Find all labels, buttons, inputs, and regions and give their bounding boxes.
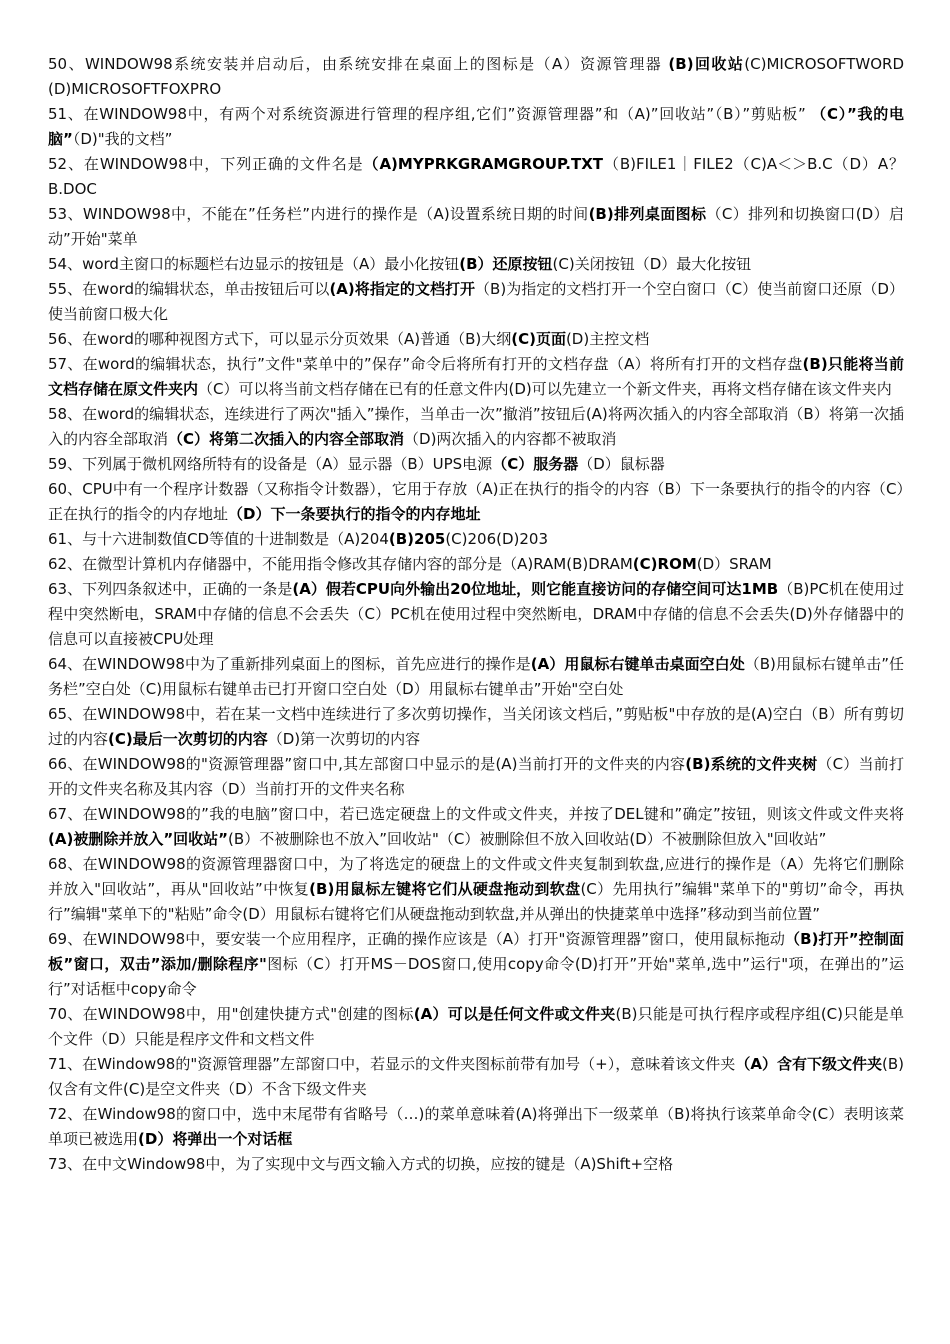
answer-text: （D）下一条要执行的指令的内存地址 — [228, 505, 481, 523]
question-text: 50、WINDOW98系统安装并启动后，由系统安排在桌面上的图标是（A）资源管理器 — [48, 55, 669, 73]
question-text: （B)FILE1｜FILE2（C)A＜＞B.C（D）A？B.DOC — [48, 155, 904, 198]
question-q51 — [48, 102, 904, 152]
question-text: （D）鼠标器 — [578, 455, 665, 473]
answer-text: (A)将指定的文档打开 — [329, 280, 476, 298]
question-q53 — [48, 202, 904, 252]
question-text: （D)"我的文档” — [72, 130, 173, 148]
answer-text: （A）含有下级文件夹 — [735, 1055, 882, 1073]
question-q56 — [48, 327, 904, 352]
question-text: 55、在word的编辑状态，单击按钮后可以 — [48, 280, 330, 298]
question-q52 — [48, 152, 904, 202]
question-text: （C）排列和切换窗口(D）启动”开始"菜单 — [48, 205, 904, 248]
answer-text: (B)205 — [388, 530, 446, 548]
question-text: 52、在WINDOW98中，下列正确的文件名是 — [48, 155, 364, 173]
question-q71 — [48, 1052, 904, 1102]
question-text: （D)第一次剪切的内容 — [267, 730, 421, 748]
question-text: 图标（C）打开MS－DOS窗口,使用copy命令(D)打开”开始"菜单,选中”运行"项，在弹出的”运行”对话框中copy命令 — [48, 955, 904, 998]
answer-text: (C)ROM — [632, 555, 697, 573]
question-text: (B）不被删除也不放入”回收站"（C）被删除但不放入回收站(D）不被删除但放入"回收站” — [228, 830, 827, 848]
question-q69 — [48, 927, 904, 1002]
answer-text: (B)只能将当前文档存储在原文件夹内 — [48, 355, 904, 398]
question-text: 62、在微型计算机内存储器中，不能用指令修改其存储内容的部分是（A)RAM(B)DRAM — [48, 555, 633, 573]
question-text: (C）先用执行”编辑"菜单下的"剪切”命令，再执行”编辑"菜单下的"粘贴”命令(D）用鼠标右键将它们从硬盘拖动到软盘,并从弹出的快捷菜单中选择”移动到当前位置” — [48, 880, 905, 923]
question-q55 — [48, 277, 904, 327]
question-text: 69、在WINDOW98中，要安装一个应用程序，正确的操作应该是（A）打开"资源管理器”窗口，使用鼠标拖动 — [48, 930, 786, 948]
answer-text: (B）还原按钮 — [459, 255, 553, 273]
answer-text: (B)回收站 — [668, 55, 745, 73]
answer-text: （A)MYPRKGRAMGROUP.TXT — [363, 155, 604, 173]
question-q68 — [48, 852, 904, 927]
question-text: 54、word主窗口的标题栏右边显示的按钮是（A）最小化按钮 — [48, 255, 460, 273]
question-q70 — [48, 1002, 904, 1052]
question-text: （D)两次插入的内容都不被取消 — [404, 430, 617, 448]
question-text: 60、CPU中有一个程序计数器（又称指令计数器），它用于存放（A)正在执行的指令的内容（B）下一条要执行的指令的内容（C）正在执行的指令的内存地址 — [48, 480, 904, 523]
question-q66 — [48, 752, 904, 802]
question-text: （B)为指定的文档打开一个空白窗口（C）使当前窗口还原（D）使当前窗口极大化 — [48, 280, 904, 323]
question-text: （C）可以将当前文档存储在已有的任意文件内(D)可以先建立一个新文件夹，再将文档存储在该文件夹内 — [198, 380, 892, 398]
question-text: 71、在Window98的"资源管理器”左部窗口中，若显示的文件夹图标前带有加号（+），意味着该文件夹 — [48, 1055, 736, 1073]
answer-text: （C）将第二次插入的内容全部取消 — [168, 430, 405, 448]
answer-text: (C)页面 — [511, 330, 566, 348]
question-text: 63、下列四条叙述中，正确的一条是 — [48, 580, 293, 598]
question-text: （B)用鼠标右键单击”任务栏”空白处（C)用鼠标右键单击已打开窗口空白处（D）用鼠标右键单击”开始"空白处 — [48, 655, 904, 698]
question-q72 — [48, 1102, 904, 1152]
question-text: 51、在WINDOW98中，有两个对系统资源进行管理的程序组,它们”资源管理器”和（A)”回收站”（B）”剪贴板” — [48, 105, 812, 123]
question-text: (D）SRAM — [696, 555, 772, 573]
question-q65 — [48, 702, 904, 752]
question-text: 59、下列属于微机网络所特有的设备是（A）显示器（B）UPS电源 — [48, 455, 493, 473]
question-q64 — [48, 652, 904, 702]
question-text: 61、与十六进制数值CD等值的十进制数是（A)204 — [48, 530, 389, 548]
question-q60 — [48, 477, 904, 527]
question-text: (B)只能是可执行程序或程序组(C)只能是单个文件（D）只能是程序文件和文档文件 — [48, 1005, 905, 1048]
question-text: 72、在Window98的窗口中，选中末尾带有省略号（…)的菜单意味着(A)将弹出下一级菜单（B)将执行该菜单命令(C）表明该菜单项已被选用 — [48, 1105, 904, 1148]
question-text: (C)MICROSOFTWORD (D)MICROSOFTFOXPRO — [48, 55, 909, 98]
answer-text: （C）”我的电脑” — [48, 105, 904, 148]
question-text: （C）当前打开的文件夹名称及其内容（D）当前打开的文件夹名称 — [48, 755, 904, 798]
question-text: 66、在WINDOW98的"资源管理器”窗口中,其左部窗口中显示的是(A)当前打开的文件夹的内容 — [48, 755, 686, 773]
question-text: 73、在中文Window98中，为了实现中文与西文输入方式的切换，应按的键是（A)Shift+空格 — [48, 1155, 674, 1173]
question-text: 58、在word的编辑状态，连续进行了两次"插入”操作，当单击一次”撤消”按钮后(A)将两次插入的内容全部取消（B）将第一次插入的内容全部取消 — [48, 405, 904, 448]
answer-text: (B)排列桌面图标 — [588, 205, 707, 223]
question-q67 — [48, 802, 904, 852]
answer-text: (C)最后一次剪切的内容 — [108, 730, 268, 748]
answer-text: (A）用鼠标右键单击桌面空白处 — [530, 655, 745, 673]
question-text: 64、在WINDOW98中为了重新排列桌面上的图标，首先应进行的操作是 — [48, 655, 531, 673]
question-text: 53、WINDOW98中，不能在”任务栏”内进行的操作是（A)设置系统日期的时间 — [48, 205, 589, 223]
answer-text: （C）服务器 — [492, 455, 579, 473]
question-text: (C)关闭按钮（D）最大化按钮 — [552, 255, 752, 273]
question-text: (D)主控文档 — [565, 330, 650, 348]
question-q62 — [48, 552, 904, 577]
question-text: 57、在word的编辑状态，执行”文件"菜单中的”保存”命令后将所有打开的文档存盘（A）将所有打开的文档存盘 — [48, 355, 803, 373]
question-text: （B)PC机在使用过程中突然断电，SRAM中存储的信息不会丢失（C）PC机在使用过程中突然断电，DRAM中存储的信息不会丢失(D)外存储器中的信息可以直接被CPU处理 — [48, 580, 904, 648]
answer-text: （B)打开”控制面板”窗口，双击”添加/删除程序" — [48, 930, 904, 973]
question-text: 70、在WINDOW98中，用"创建快捷方式"创建的图标 — [48, 1005, 414, 1023]
answer-text: (B)用鼠标左键将它们从硬盘拖动到软盘 — [309, 880, 581, 898]
question-text: 65、在WINDOW98中，若在某一文档中连续进行了多次剪切操作，当关闭该文档后，”剪贴板"中存放的是(A)空白（B）所有剪切过的内容 — [48, 705, 904, 748]
answer-text: (A）可以是任何文件或文件夹 — [413, 1005, 616, 1023]
question-text: (C)206(D)203 — [445, 530, 549, 548]
answer-text: (B)系统的文件夹树 — [685, 755, 818, 773]
question-q73 — [48, 1152, 904, 1177]
question-q50 — [48, 52, 909, 102]
answer-text: (A)被删除并放入”回收站” — [48, 830, 229, 848]
question-q54 — [48, 252, 904, 277]
answer-text: (D）将弹出一个对话框 — [138, 1130, 293, 1148]
question-q63 — [48, 577, 904, 652]
question-q59 — [48, 452, 904, 477]
question-text: 68、在WINDOW98的资源管理器窗口中，为了将选定的硬盘上的文件或文件夹复制到软盘,应进行的操作是（A）先将它们删除并放入"回收站”，再从"回收站”中恢复 — [48, 855, 904, 898]
answer-text: (A）假若CPU向外输出20位地址，则它能直接访问的存储空间可达1MB — [292, 580, 779, 598]
question-text: 67、在WINDOW98的”我的电脑”窗口中，若已选定硬盘上的文件或文件夹，并按了DEL键和”确定”按钮，则该文件或文件夹将 — [48, 805, 904, 823]
question-text: 56、在word的哪种视图方式下，可以显示分页效果（A)普通（B)大纲 — [48, 330, 512, 348]
question-q61 — [48, 527, 904, 552]
question-q57 — [48, 352, 904, 402]
question-q58 — [48, 402, 904, 452]
question-text: (B)仅含有文件(C)是空文件夹（D）不含下级文件夹 — [48, 1055, 904, 1098]
